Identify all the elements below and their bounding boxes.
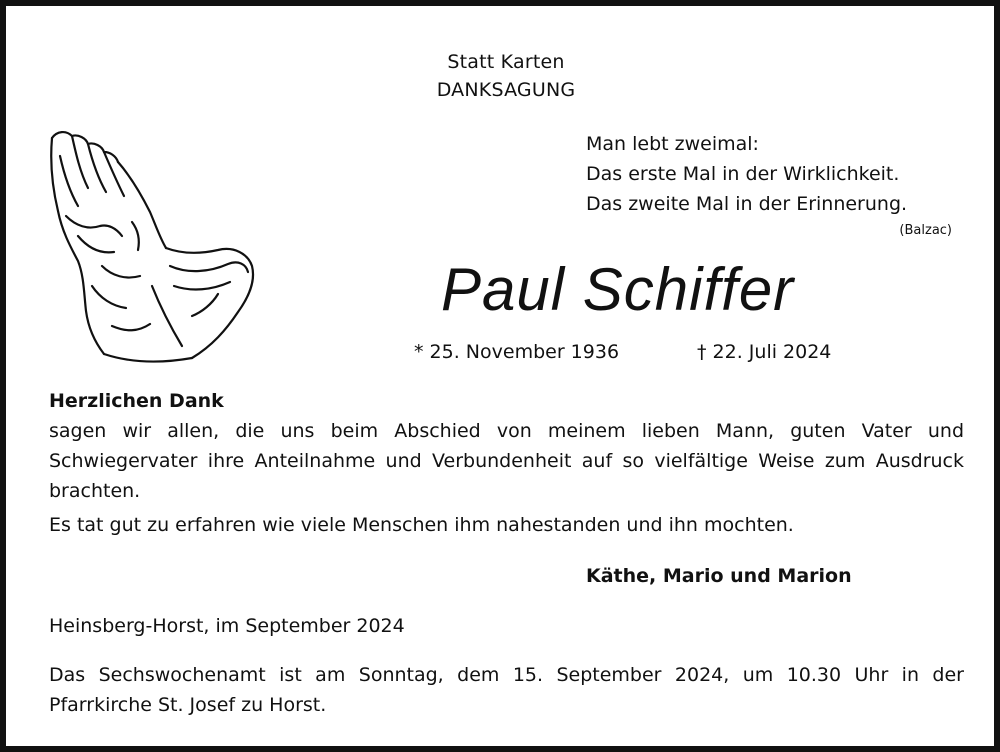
place-and-date: Heinsberg-Horst, im September 2024: [49, 615, 405, 637]
header-danksagung: DANKSAGUNG: [436, 79, 576, 101]
header-statt-karten: Statt Karten: [447, 51, 565, 73]
death-date: † 22. Juli 2024: [697, 341, 832, 363]
quote-line-3: Das zweite Mal in der Erinnerung.: [586, 193, 908, 215]
thanks-heading: Herzlichen Dank: [49, 390, 224, 412]
praying-hands-icon: [42, 126, 260, 366]
service-announcement: Das Sechswochenamt ist am Sonntag, dem 15. September 2024, um 10.30 Uhr in der Pfarrkirche St. Josef zu Horst.: [49, 664, 964, 716]
thanks-paragraph-2: Es tat gut zu erfahren wie viele Menschen ihm nahestanden und ihn mochten.: [49, 514, 794, 536]
family-signature: Käthe, Mario und Marion: [586, 565, 852, 587]
thanks-paragraph-1: sagen wir allen, die uns beim Abschied von meinem lieben Mann, guten Vater und Schwiegervater ihre Anteilnahme und Verbundenheit auf so vielfältige Weise zum Ausdruck brachten.: [49, 420, 964, 502]
quote-line-1: Man lebt zweimal:: [586, 133, 759, 155]
quote-author: (Balzac): [899, 223, 952, 238]
deceased-name: Paul Schiffer: [441, 256, 795, 323]
birth-date: * 25. November 1936: [414, 341, 620, 363]
quote-line-2: Das erste Mal in der Wirklichkeit.: [586, 163, 900, 185]
